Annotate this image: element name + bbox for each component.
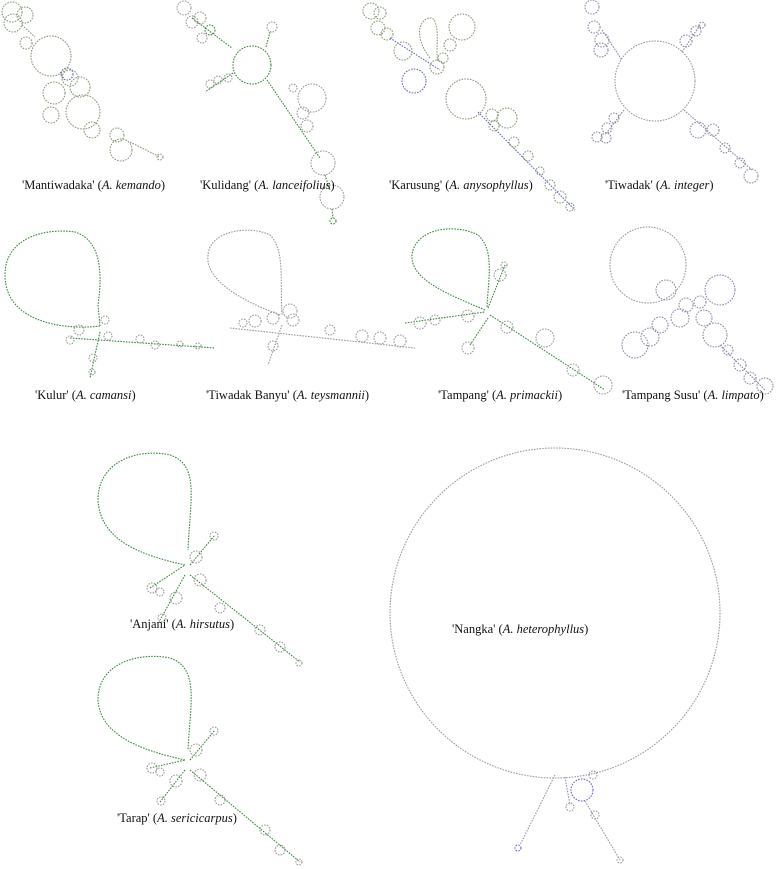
rna-structure-diagram <box>600 220 777 400</box>
structure-nangka <box>330 445 777 869</box>
panel-label-tiwadak-banyu: 'Tiwadak Banyu' (A. teysmannii) <box>206 388 370 402</box>
panel-label-mantiwadaka: 'Mantiwadaka' (A. kemando) <box>22 178 166 192</box>
rna-structure-diagram <box>400 220 620 400</box>
panel-label-nangka: 'Nangka' (A. heterophyllus) <box>452 622 589 636</box>
structure-mantiwadaka <box>0 0 170 165</box>
rna-structure-diagram <box>0 220 220 380</box>
panel-label-kulidang: 'Kulidang' (A. lanceifolius) <box>200 178 335 192</box>
panel-label-tampang-susu: 'Tampang Susu' (A. limpato) <box>622 388 764 402</box>
panel-label-tampang: 'Tampang' (A. primackii) <box>438 388 563 402</box>
structure-tiwadak <box>580 0 777 180</box>
structure-tarap <box>90 650 310 869</box>
panel-label-karusung: 'Karusung' (A. anysophyllus) <box>389 178 533 192</box>
structure-anjani <box>90 440 310 670</box>
structure-kulidang <box>170 0 370 245</box>
panel-label-anjani: 'Anjani' (A. hirsutus) <box>130 617 235 631</box>
panel-label-tiwadak: 'Tiwadak' (A. integer) <box>605 178 714 192</box>
rna-structure-diagram <box>580 0 777 180</box>
rna-structure-diagram <box>200 220 420 370</box>
structure-tampang <box>400 220 620 400</box>
rna-structure-diagram <box>90 440 310 670</box>
structure-tiwadak-banyu <box>200 220 420 370</box>
rna-structure-diagram <box>90 650 310 869</box>
rna-structure-diagram <box>0 0 170 165</box>
rna-structure-diagram <box>170 0 370 245</box>
rna-structure-diagram <box>330 445 777 869</box>
structure-tampang-susu <box>600 220 777 400</box>
panel-label-tarap: 'Tarap' (A. sericicarpus) <box>117 811 237 825</box>
structure-kulur <box>0 220 220 380</box>
panel-label-kulur: 'Kulur' (A. camansi) <box>35 388 136 402</box>
